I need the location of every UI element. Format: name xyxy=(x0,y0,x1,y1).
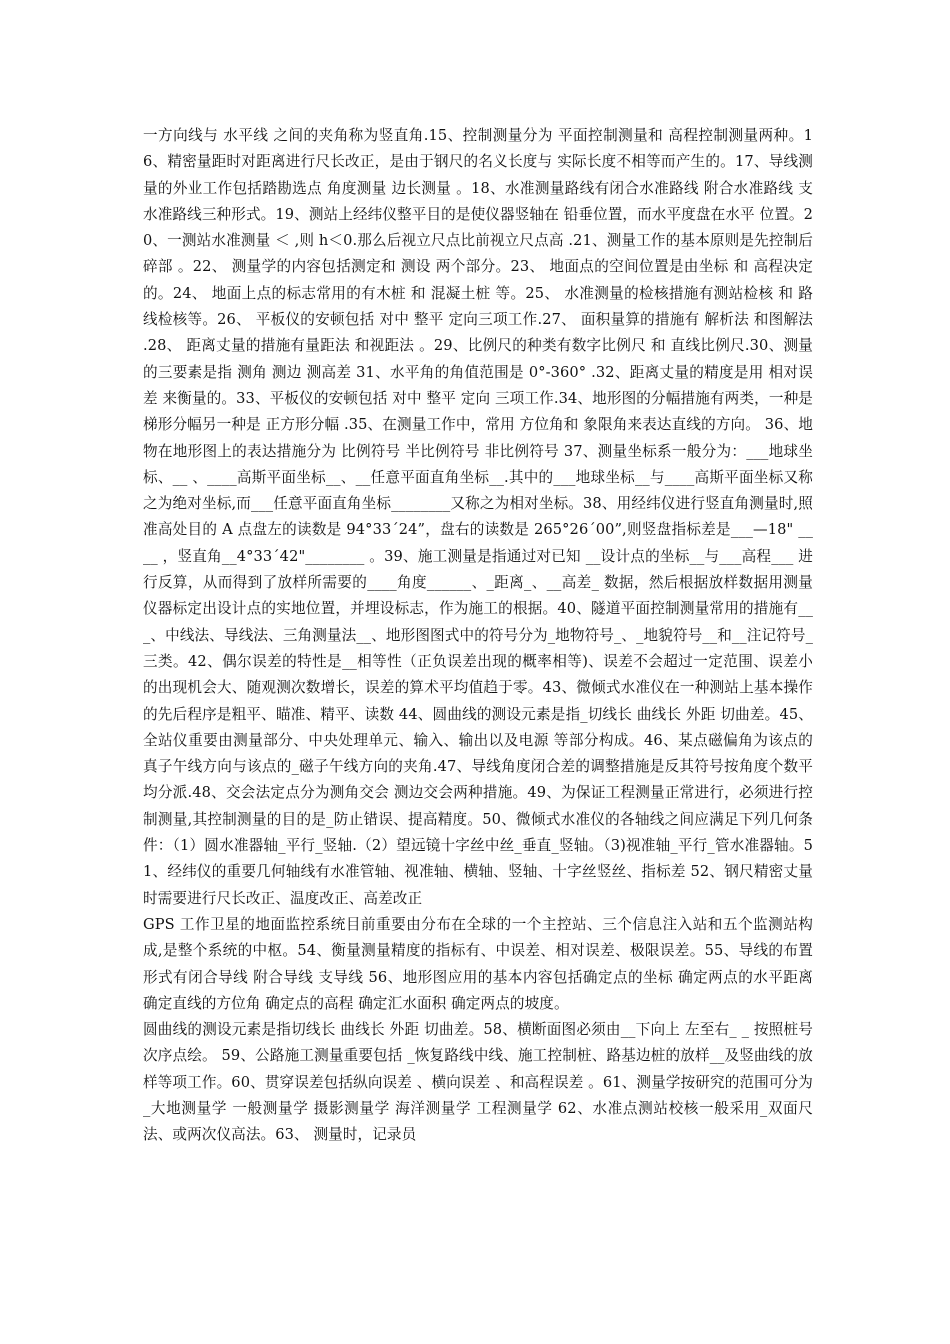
paragraph-1: 一方向线与 水平线 之间的夹角称为竖直角.15、控制测量分为 平面控制测量和 高程控制测量两种。16、精密量距时对距离进行尺长改正，是由于钢尺的名义长度与 实际长度不相等而产生的。17、导线测量的外业工作包括踏勘选点 角度测量 边长测量 。18、水准测量路线有闭合水准路线 附合水准路线 支水准路线三种形式。19、测站上经纬仪整平目的是使仪器竖轴在 铅垂位置，而水平度盘在水平 位置。20、一测站水准测量 ＜ ,则 h＜0.那么后视立尺点比前视立尺点高 .21、测量工作的基本原则是先控制后碎部 。22、 测量学的内容包括测定和 测设 两个部分。23、 地面点的空间位置是由坐标 和 高程决定的。24、 地面上点的标志常用的有木桩 和 混凝土桩 等。25、 水准测量的检核措施有测站检核 和 路线检核等。26、 平板仪的安顿包括 对中 整平 定向三项工作.27、 面积量算的措施有 解析法 和图解法 .28、 距离丈量的措施有量距法 和视距法 。29、比例尺的种类有数字比例尺 和 直线比例尺.30、测量的三要素是指 测角 测边 测高差 31、水平角的角值范围是 0°-360° .32、距离丈量的精度是用 相对误差 来衡量的。33、平板仪的安顿包括 对中 整平 定向 三项工作.34、地形图的分幅措施有两类，一种是 梯形分幅另一种是 正方形分幅 .35、在测量工作中，常用 方位角和 象限角来表达直线的方向。 36、地物在地形图上的表达措施分为 比例符号 半比例符号 非比例符号 37、测量坐标系一般分为：___地球坐标、__ 、____高斯平面坐标__、__任意平面直角坐标__.其中的___地球坐标__与____高斯平面坐标又称之为绝对坐标,而___任意平面直角坐标________又称之为相对坐标。38、用经纬仪进行竖直角测量时,照准高处目的 A 点盘左的读数是 94°33´24”，盘右的读数是 265°26´00”,则竖盘指标差是___—18" ____ ，竖直角__4°33´42"________ 。39、施工测量是指通过对已知 __设计点的坐标__与___高程___ 进行反算，从而得到了放样所需要的____角度______、_距离_、__高差_ 数据，然后根据放样数据用测量仪器标定出设计点的实地位置，并埋设标志，作为施工的根据。40、隧道平面控制测量常用的措施有___、中线法、导线法、三角测量法__、地形图图式中的符号分为_地物符号_、_地貌符号__和__注记符号_三类。42、偶尔误差的特性是__相等性（正负误差出现的概率相等)、误差不会超过一定范围、误差小的出现机会大、随观测次数增长，误差的算术平均值趋于零。43、微倾式水准仪在一种测站上基本操作的先后程序是粗平、瞄准、精平、读数 44、圆曲线的测设元素是指_切线长 曲线长 外距 切曲差。45、全站仪重要由测量部分、中央处理单元、输入、输出以及电源 等部分构成。46、某点磁偏角为该点的真子午线方向与该点的_磁子午线方向的夹角.47、导线角度闭合差的调整措施是反其符号按角度个数平均分派.48、交会法定点分为测角交会 测边交会两种措施。49、为保证工程测量正常进行，必须进行控制测量,其控制测量的目的是_防止错误、提高精度。50、微倾式水准仪的各轴线之间应满足下列几何条件：（1）圆水准器轴_平行_竖轴.（2）望远镜十字丝中丝_垂直_竖轴。（3)视准轴_平行_管水准器轴。51、经纬仪的重要几何轴线有水准管轴、视准轴、横轴、竖轴、十字丝竖丝、指标差 52、钢尺精密丈量时需要进行尺长改正、温度改正、高差改正 xyxy=(143,127,813,907)
document-body xyxy=(143,123,813,1149)
paragraph-3: 圆曲线的测设元素是指切线长 曲线长 外距 切曲差。58、横断面图必须由__下向上 左至右_ _ 按照桩号次序点绘。 59、公路施工测量重要包括 _恢复路线中线、施工控制桩、路基边桩的放样__及竖曲线的放样等项工作。60、贯穿误差包括纵向误差 、横向误差 、和高程误差 。61、测量学按研究的范围可分为 _大地测量学 一般测量学 摄影测量学 海洋测量学 工程测量学 62、水准点测站校核一般采用_双面尺法、或两次仪高法。63、 测量时，记录员 xyxy=(143,1021,813,1144)
paragraph-2: GPS 工作卫星的地面监控系统目前重要由分布在全球的一个主控站、三个信息注入站和五个监测站构成,是整个系统的中枢。54、衡量测量精度的指标有、中误差、相对误差、极限误差。55、导线的布置形式有闭合导线 附合导线 支导线 56、地形图应用的基本内容包括确定点的坐标 确定两点的水平距离 确定直线的方位角 确定点的高程 确定汇水面积 确定两点的坡度。 xyxy=(143,915,813,1012)
